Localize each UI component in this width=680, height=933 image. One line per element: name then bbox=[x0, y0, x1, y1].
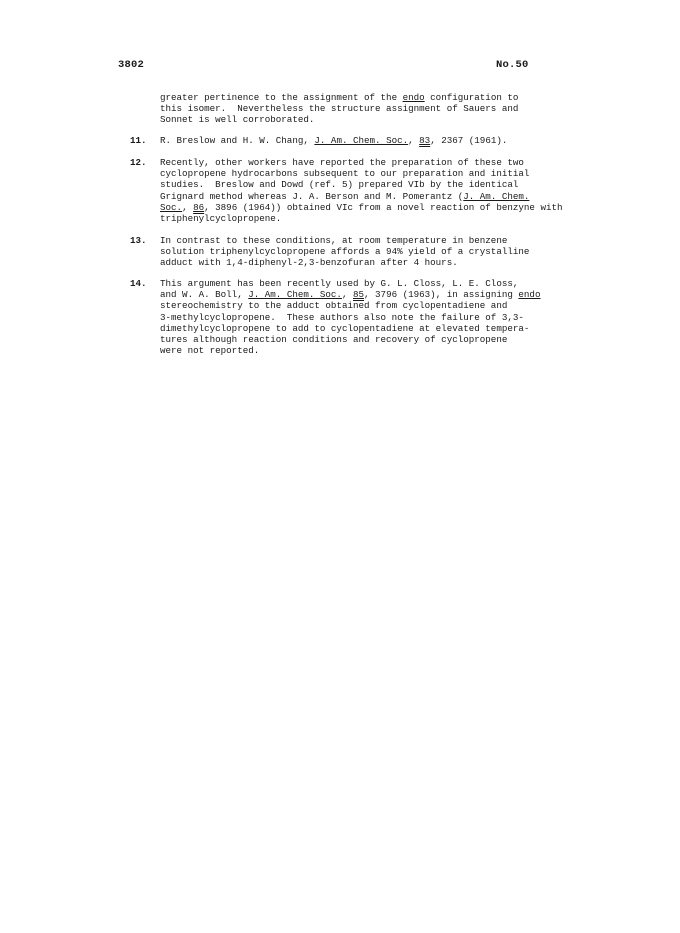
volume-number: 83 bbox=[419, 135, 431, 146]
text-line: adduct with 1,4-diphenyl-2,3-benzofuran after 4 hours. bbox=[160, 257, 458, 269]
text-line: greater pertinence to the assignment of the endo configuration to bbox=[160, 92, 519, 103]
note-12 bbox=[160, 157, 570, 224]
note-10-continuation bbox=[160, 92, 570, 126]
note-13-number: 13. bbox=[130, 235, 147, 246]
note-11-number: 11. bbox=[130, 135, 147, 146]
volume-number: 85 bbox=[352, 289, 365, 301]
journal-citation: J. Am. Chem. Soc. bbox=[248, 289, 342, 301]
text-line: this isomer. Nevertheless the structure assignment of Sauers and bbox=[160, 103, 519, 115]
text-line: This argument has been recently used by G. L. Closs, L. E. Closs, bbox=[160, 278, 519, 289]
text-line: Sonnet is well corroborated. bbox=[160, 114, 315, 126]
text-line: 3-methylcyclopropene. These authors also note the failure of 3,3- bbox=[160, 311, 524, 323]
note-12-number: 12. bbox=[130, 157, 147, 168]
text-line: were not reported. bbox=[160, 345, 260, 357]
text-line: Recently, other workers have reported the preparation of these two bbox=[160, 157, 524, 168]
text-line: studies. Breslow and Dowd (ref. 5) prepared VIb by the identical bbox=[160, 179, 519, 191]
text-line: dimethylcyclopropene to add to cyclopentadiene at elevated tempera- bbox=[160, 322, 530, 334]
text-line: cyclopropene hydrocarbons subsequent to our preparation and initial bbox=[160, 168, 530, 180]
text-line: Grignard method whereas J. A. Berson and M. Pomerantz (J. Am. Chem. bbox=[160, 190, 530, 202]
text-line: tures although reaction conditions and recovery of cyclopropene bbox=[160, 333, 508, 345]
note-14 bbox=[160, 278, 570, 356]
journal-citation: J. Am. Chem. bbox=[463, 190, 530, 202]
text-line: solution triphenylcyclopropene affords a 94% yield of a crystalline bbox=[160, 246, 530, 258]
text-line: triphenylcyclopropene. bbox=[160, 212, 282, 224]
note-11 bbox=[160, 135, 570, 146]
page-number: 3802 bbox=[118, 59, 145, 71]
note-14-number: 14. bbox=[130, 278, 147, 289]
text-line: Soc., 86, 3896 (1964)) obtained VIc from a novel reaction of benzyne with bbox=[160, 201, 563, 213]
issue-number: No.50 bbox=[496, 59, 529, 71]
volume-number: 86 bbox=[193, 201, 205, 213]
text-line: and W. A. Boll, J. Am. Chem. Soc., 85, 3796 (1963), in assigning endo bbox=[160, 289, 541, 301]
text-line: stereochemistry to the adduct obtained from cyclopentadiene and bbox=[160, 300, 508, 312]
text-line: In contrast to these conditions, at room temperature in benzene bbox=[160, 235, 508, 246]
note-13 bbox=[160, 235, 570, 269]
text-line: R. Breslow and H. W. Chang, J. Am. Chem. Soc., 83, 2367 (1961). bbox=[160, 135, 508, 146]
journal-citation: J. Am. Chem. Soc. bbox=[314, 135, 409, 146]
